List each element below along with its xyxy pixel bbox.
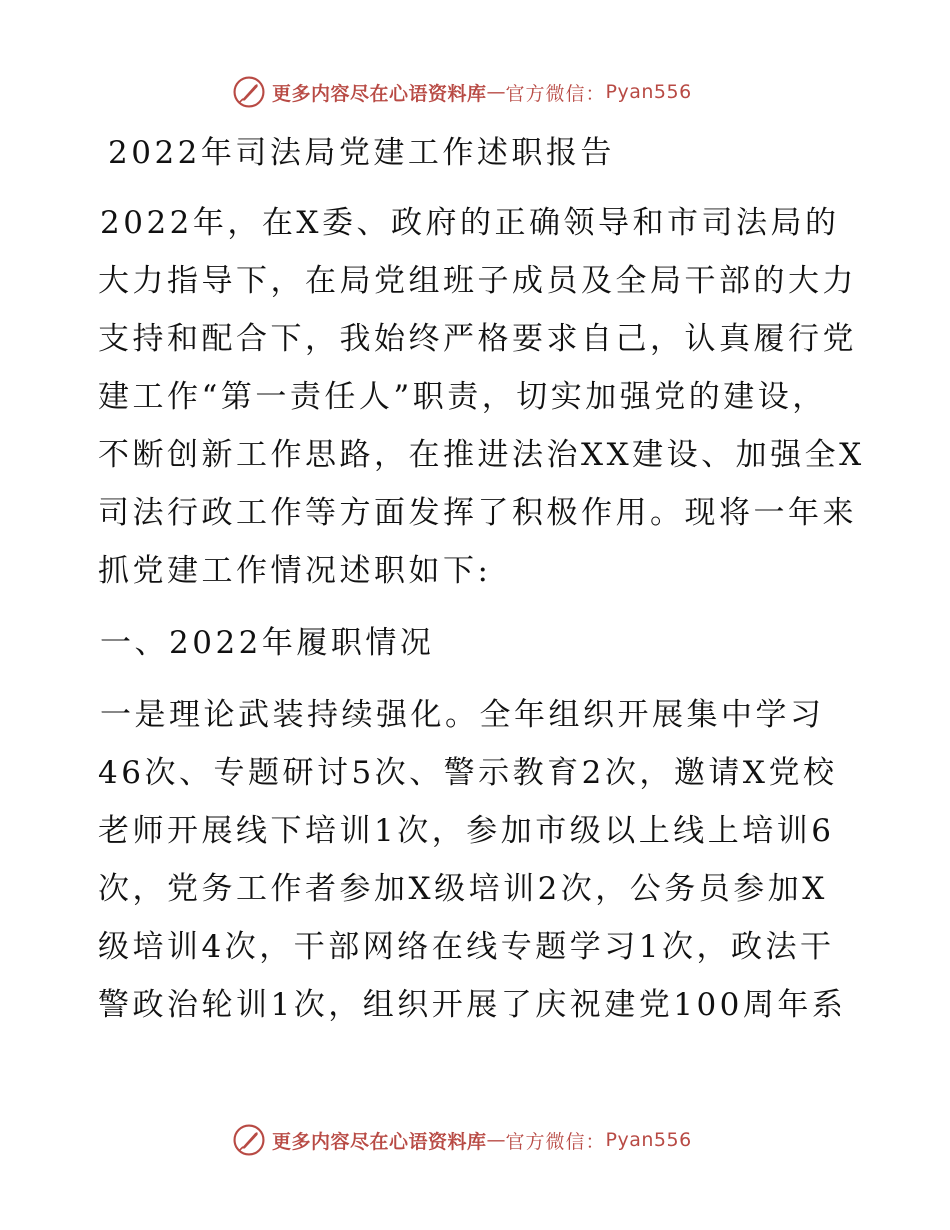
watermark-wechat-id: Pyan556 (605, 81, 692, 103)
section-line: 老师开展线下培训1次，参加市级以上线上培训6 (98, 813, 835, 849)
watermark-dash: — (486, 81, 506, 103)
watermark-header (232, 74, 752, 110)
intro-line: 司法行政工作等方面发挥了积极作用。现将一年来 (98, 495, 857, 531)
watermark-wechat-label: 官方微信： (505, 1130, 606, 1153)
watermark-footer (232, 1122, 752, 1158)
spacer (98, 672, 858, 686)
intro-line: 大力指导下，在局党组班子成员及全局干部的大力 (98, 263, 857, 299)
intro-line: 2022年，在X委、政府的正确领导和市司法局的 (100, 205, 840, 241)
spacer (98, 600, 858, 614)
quill-logo-icon (232, 1123, 266, 1157)
watermark-main-text: 更多内容尽在心语资料库 (272, 82, 487, 105)
document-title: 2022年司法局党建工作述职报告 (108, 135, 615, 171)
document-body (98, 124, 865, 1034)
section-line: 46次、专题研讨5次、警示教育2次，邀请X党校 (98, 755, 838, 791)
section-line: 次，党务工作者参加X级培训2次，公务员参加X (98, 871, 828, 907)
watermark-dash: — (486, 1129, 506, 1151)
section-heading: 一、2022年履职情况 (100, 625, 435, 661)
watermark-main-text: 更多内容尽在心语资料库 (272, 1130, 487, 1153)
section-line: 级培训4次，干部网络在线专题学习1次，政法干 (98, 929, 835, 965)
section-line: 一是理论武装持续强化。全年组织开展集中学习 (100, 697, 825, 733)
intro-paragraph (98, 194, 865, 600)
intro-line: 抓党建工作情况述职如下: (98, 553, 492, 589)
section-paragraph (98, 686, 858, 1034)
watermark-wechat-id: Pyan556 (605, 1129, 692, 1151)
section-line: 警政治轮训1次，组织开展了庆祝建党100周年系 (98, 987, 847, 1023)
quill-logo-icon (232, 75, 266, 109)
intro-line: 支持和配合下，我始终严格要求自己，认真履行党 (98, 321, 857, 357)
intro-line: 不断创新工作思路，在推进法治XX建设、加强全X (98, 437, 865, 473)
watermark-wechat-label: 官方微信： (505, 82, 606, 105)
intro-line: 建工作“第一责任人”职责，切实加强党的建设， (98, 379, 827, 415)
